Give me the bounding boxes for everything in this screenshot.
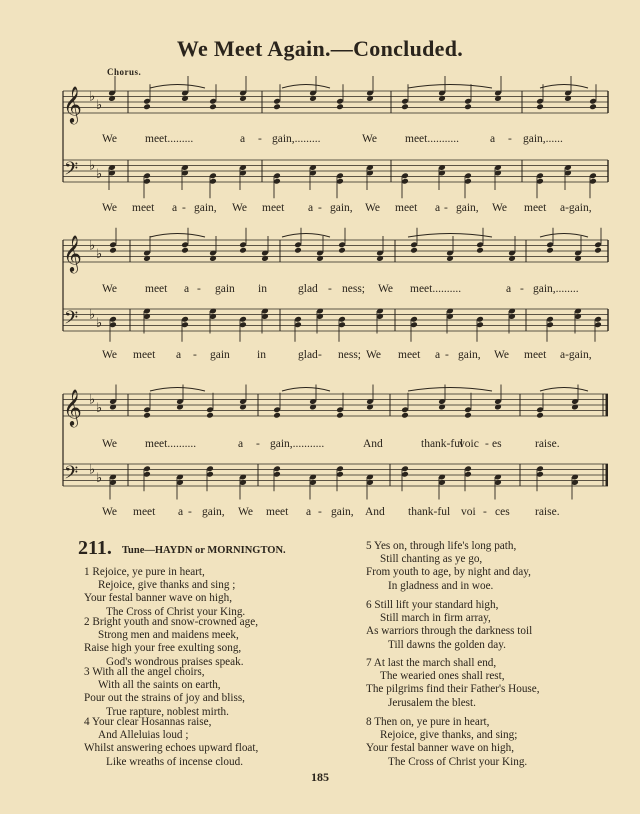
lyric-syllable: We	[365, 202, 381, 214]
lyric-syllable: meet	[133, 506, 156, 518]
flat-sign: ♭	[96, 246, 103, 262]
chorus-label: Chorus.	[107, 67, 142, 77]
lyric-syllable: gain	[210, 349, 230, 361]
lyric-syllable: meet.........	[145, 133, 194, 145]
lyric-syllable: es	[492, 438, 502, 450]
bass-clef-icon: 𝄢	[64, 463, 79, 488]
lyric-syllable: -	[182, 202, 186, 214]
stanza-line-text: Your clear Hosannas raise,	[91, 716, 212, 728]
note-head	[336, 103, 344, 110]
stanza-number: 4	[84, 716, 90, 728]
note-head	[338, 247, 346, 254]
stanza-line: Like wreaths of incense cloud.	[106, 755, 243, 768]
lyric-syllable: ness;	[338, 349, 361, 361]
stanza	[366, 540, 531, 593]
lyric-syllable: We	[378, 283, 394, 295]
lyric-syllable: We	[492, 202, 508, 214]
stanza	[84, 566, 245, 619]
flat-sign: ♭	[89, 89, 96, 105]
tie-arc	[150, 85, 205, 89]
lyric-syllable: gain,	[330, 202, 353, 214]
lyric-syllable: a	[176, 349, 182, 361]
stanza-line: Still march in firm array,	[380, 612, 491, 625]
lyric-syllable: -	[193, 349, 197, 361]
lyric-syllable: -	[258, 133, 262, 145]
tie-arc	[150, 388, 205, 392]
lyric-syllable: a	[435, 202, 441, 214]
lyric-syllable: We	[102, 506, 118, 518]
lyric-syllable: ces	[495, 506, 510, 518]
final-bar	[606, 464, 609, 486]
lyric-syllable: a	[178, 506, 184, 518]
note-head	[206, 412, 214, 419]
note-head	[209, 103, 217, 110]
tie-arc	[408, 388, 492, 392]
note-head	[589, 103, 597, 110]
stanza-line	[366, 540, 531, 553]
lyric-syllable: And	[365, 506, 385, 518]
lyric-syllable: We	[232, 202, 248, 214]
stanza-line-text: Bright youth and snow-crowned age,	[92, 616, 258, 628]
lyric-syllable: We	[102, 438, 118, 450]
stanza-line: The Cross of Christ your King.	[388, 755, 528, 768]
lyric-syllable: -	[318, 202, 322, 214]
stanza-number: 5	[366, 540, 372, 552]
lyric-syllable: in	[257, 349, 266, 361]
note-head	[294, 247, 302, 254]
lyric-syllable: thank-ful	[408, 506, 451, 518]
flat-sign: ♭	[89, 392, 96, 408]
note-head	[536, 103, 544, 110]
lyric-syllable: We	[494, 349, 510, 361]
treble-clef-icon: 𝄞	[63, 85, 82, 123]
note-head	[143, 103, 151, 110]
stanza-line	[84, 616, 258, 629]
lyric-syllable: gain,...........	[270, 438, 325, 450]
note-head	[401, 412, 409, 419]
lyric-syllable: voic	[459, 438, 479, 450]
stanza-line: Till dawns the golden day.	[388, 638, 506, 651]
stanza-line-text: Then on, ye pure in heart,	[374, 716, 490, 728]
stanza-line: In gladness and in woe.	[388, 579, 494, 592]
bass-clef-icon: 𝄢	[64, 159, 79, 184]
lyric-syllable: -	[485, 438, 489, 450]
stanza-line: The pilgrims find their Father's House,	[366, 683, 540, 696]
note-head	[109, 247, 117, 254]
stanza-number: 6	[366, 599, 372, 611]
note-head	[239, 247, 247, 254]
stanza-number: 8	[366, 716, 372, 728]
lyric-syllable: -	[444, 202, 448, 214]
page-number: 185	[311, 770, 329, 784]
lyric-syllable: thank-ful	[421, 438, 464, 450]
stanza	[84, 716, 258, 769]
note-head	[273, 412, 281, 419]
stanza-line	[366, 716, 527, 729]
lyric-syllable: gain,	[194, 202, 217, 214]
lyric-syllable: ness;	[342, 283, 365, 295]
lyric-syllable: a	[306, 506, 312, 518]
flat-sign: ♭	[89, 158, 96, 174]
lyric-syllable: a	[172, 202, 178, 214]
lyric-syllable: -	[318, 349, 322, 361]
lyric-syllable: -	[508, 133, 512, 145]
stanza-line	[366, 599, 532, 612]
lyric-syllable: glad	[298, 283, 318, 295]
lyric-syllable: meet	[132, 202, 155, 214]
tie-arc	[540, 388, 588, 392]
page-title: We Meet Again.—Concluded.	[176, 36, 464, 61]
lyric-syllable: raise.	[535, 506, 560, 518]
lyric-syllable: glad	[298, 349, 318, 361]
tie-arc	[282, 388, 330, 392]
lyric-syllable: a	[490, 133, 496, 145]
note-head	[536, 412, 544, 419]
lyric-syllable: -	[483, 506, 487, 518]
lyric-syllable: meet	[145, 283, 168, 295]
bass-clef-icon: 𝄢	[64, 308, 79, 333]
stanza-number: 7	[366, 657, 372, 669]
stanza	[366, 599, 532, 652]
lyric-syllable: meet..........	[145, 438, 197, 450]
note-head	[273, 103, 281, 110]
lyric-syllable: meet	[524, 349, 547, 361]
stanza-line: Rejoice, give thanks, and sing;	[380, 729, 518, 742]
stanza-line: Raise high your free exulting song,	[84, 642, 242, 655]
stanza-line: Rejoice, give thanks and sing ;	[98, 579, 236, 592]
stanza-line: God's wondrous praises speak.	[106, 655, 244, 668]
lyric-syllable: raise.	[535, 438, 560, 450]
stanza-line: Still chanting as ye go,	[380, 553, 483, 566]
lyric-syllable: We	[366, 349, 382, 361]
stanza	[366, 657, 540, 710]
lyric-syllable: -	[197, 283, 201, 295]
stanza-line: The wearied ones shall rest,	[380, 670, 505, 683]
note-head	[143, 412, 151, 419]
lyric-syllable: We	[102, 283, 118, 295]
stanza-line: True rapture, noblest mirth.	[106, 705, 229, 718]
lyric-syllable: a-gain,	[560, 349, 592, 361]
stanza-line-text: Rejoice, ye pure in heart,	[92, 566, 205, 578]
note-head	[336, 412, 344, 419]
lyric-syllable: meet	[395, 202, 418, 214]
lyric-syllable: a	[184, 283, 190, 295]
stanza-line: And Alleluias loud ;	[98, 729, 189, 742]
stanza	[366, 716, 527, 769]
note-head	[464, 103, 472, 110]
flat-sign: ♭	[89, 307, 96, 323]
stanza-line	[366, 657, 540, 670]
flat-sign: ♭	[89, 238, 96, 254]
note-head	[401, 103, 409, 110]
flat-sign: ♭	[89, 462, 96, 478]
lyric-syllable: gain	[215, 283, 235, 295]
lyric-syllable: gain,	[456, 202, 479, 214]
treble-clef-icon: 𝄞	[63, 234, 82, 272]
lyric-syllable: a	[240, 133, 246, 145]
lyric-syllable: We	[102, 133, 118, 145]
tie-arc	[408, 234, 492, 238]
stanza-line: The Cross of Christ your King.	[106, 605, 246, 618]
lyric-syllable: -	[188, 506, 192, 518]
note-head	[546, 247, 554, 254]
stanza-line: Your festal banner wave on high,	[366, 742, 514, 755]
stanza	[84, 666, 245, 719]
lyric-syllable: gain,......	[523, 133, 563, 145]
flat-sign: ♭	[96, 97, 103, 113]
flat-sign: ♭	[96, 400, 103, 416]
lyric-syllable: a	[308, 202, 314, 214]
stanza-line: As warriors through the darkness toil	[366, 625, 533, 638]
lyric-syllable: in	[258, 283, 267, 295]
stanza-line: Strong men and maidens meek,	[98, 629, 239, 642]
lyric-syllable: gain,	[331, 506, 354, 518]
lyric-syllable: -	[445, 349, 449, 361]
stanza-line	[84, 716, 258, 729]
note-head	[464, 412, 472, 419]
lyric-syllable: meet	[524, 202, 547, 214]
hymn-number: 211.	[78, 537, 112, 559]
stanza-line: From youth to age, by night and day,	[366, 566, 531, 579]
tie-arc	[540, 85, 588, 89]
treble-clef-icon: 𝄞	[63, 388, 82, 426]
lyric-syllable: meet	[266, 506, 289, 518]
flat-sign: ♭	[96, 166, 103, 182]
lyric-syllable: meet	[398, 349, 421, 361]
lyric-syllable: a	[435, 349, 441, 361]
stanza-line-text: With all the angel choirs,	[92, 666, 205, 678]
note-head	[410, 247, 418, 254]
note-head	[181, 247, 189, 254]
lyric-syllable: -	[318, 506, 322, 518]
lyric-syllable: We	[102, 349, 118, 361]
stanza-line-text: Still lift your standard high,	[374, 599, 499, 611]
lyric-syllable: meet..........	[410, 283, 462, 295]
lyric-syllable: gain,	[458, 349, 481, 361]
lyric-syllable: We	[362, 133, 378, 145]
lyric-syllable: -	[256, 438, 260, 450]
lyric-syllable: We	[238, 506, 254, 518]
lyric-syllable: a-gain,	[560, 202, 592, 214]
lyric-syllable: -	[328, 283, 332, 295]
lyric-syllable: We	[102, 202, 118, 214]
stanza-line-text: Yes on, through life's long path,	[373, 540, 517, 552]
lyric-syllable: gain,........	[533, 283, 579, 295]
final-bar	[606, 394, 609, 416]
tie-arc	[150, 234, 205, 238]
stanza-line	[84, 566, 245, 579]
stanza-line: Jerusalem the blest.	[388, 696, 476, 709]
stanza-line: Whilst answering echoes upward float,	[84, 742, 259, 755]
stanza-line: Pour out the strains of joy and bliss,	[84, 692, 245, 705]
lyric-syllable: a	[238, 438, 244, 450]
lyric-syllable: gain,.........	[272, 133, 321, 145]
lyric-syllable: a	[506, 283, 512, 295]
lyric-syllable: meet	[133, 349, 156, 361]
lyric-syllable: gain,	[202, 506, 225, 518]
stanza-line-text: At last the march shall end,	[373, 657, 497, 669]
lyric-syllable: meet	[262, 202, 285, 214]
lyric-syllable: meet...........	[405, 133, 459, 145]
note-head	[594, 247, 602, 254]
tie-arc	[408, 85, 492, 89]
stanza-number: 3	[84, 666, 90, 678]
stanza-line	[84, 666, 245, 679]
stanza-number: 2	[84, 616, 90, 628]
stanza-line: Your festal banner wave on high,	[84, 592, 232, 605]
stanza	[84, 616, 258, 669]
tie-arc	[282, 85, 330, 89]
stanza-line: With all the saints on earth,	[98, 679, 221, 692]
flat-sign: ♭	[96, 315, 103, 331]
flat-sign: ♭	[96, 470, 103, 486]
note-head	[476, 247, 484, 254]
lyric-syllable: voi	[461, 506, 476, 518]
stanza-number: 1	[84, 566, 90, 578]
lyric-syllable: -	[520, 283, 524, 295]
tune-name: Tune—HAYDN or MORNINGTON.	[122, 545, 286, 556]
lyric-syllable: And	[363, 438, 383, 450]
